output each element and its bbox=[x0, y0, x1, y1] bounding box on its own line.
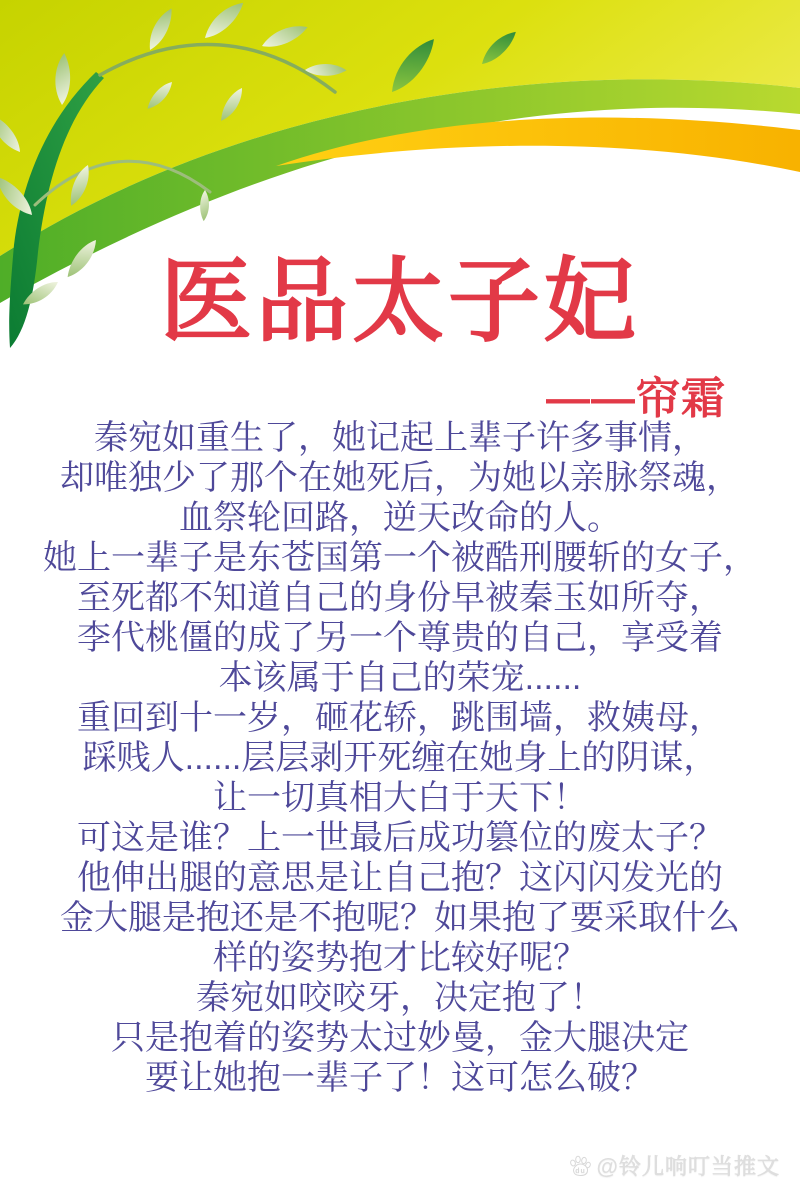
synopsis-line: 李代桃僵的成了另一个尊贵的自己，享受着 bbox=[77, 619, 723, 657]
author-credit: ——帘霜 bbox=[546, 374, 726, 423]
svg-text:du: du bbox=[574, 1167, 586, 1175]
synopsis bbox=[0, 418, 800, 1098]
synopsis-line: 秦宛如重生了，她记起上辈子许多事情， bbox=[94, 419, 706, 457]
synopsis-line: 只是抱着的姿势太过妙曼，金大腿决定 bbox=[111, 1019, 689, 1057]
synopsis-line: 样的姿势抱才比较好呢？ bbox=[213, 939, 587, 977]
watermark-handle: @铃儿响叮当推文 bbox=[596, 1154, 780, 1179]
baidu-paw-icon bbox=[568, 1154, 592, 1178]
synopsis-line: 要让她抱一辈子了！这可怎么破？ bbox=[145, 1059, 655, 1097]
novel-title: 医品太子妃 bbox=[159, 251, 640, 353]
synopsis-line: 本该属于自己的荣宠...... bbox=[218, 659, 582, 697]
synopsis-line: 她上一辈子是东苍国第一个被酷刑腰斩的女子， bbox=[43, 539, 757, 577]
synopsis-line: 血祭轮回路，逆天改命的人。 bbox=[179, 499, 621, 537]
synopsis-line: 踩贱人......层层剥开死缠在她身上的阴谋， bbox=[82, 739, 718, 777]
watermark bbox=[568, 1150, 780, 1181]
synopsis-line: 金大腿是抱还是不抱呢？如果抱了要采取什么 bbox=[60, 899, 740, 937]
synopsis-line: 至死都不知道自己的身份早被秦玉如所夺， bbox=[77, 579, 723, 617]
synopsis-line: 让一切真相大白于天下！ bbox=[213, 779, 587, 817]
synopsis-line: 却唯独少了那个在她死后，为她以亲脉祭魂， bbox=[60, 459, 740, 497]
synopsis-line: 他伸出腿的意思是让自己抱？这闪闪发光的 bbox=[77, 859, 723, 897]
synopsis-line: 重回到十一岁，砸花轿，跳围墙，救姨母， bbox=[77, 699, 723, 737]
synopsis-line: 秦宛如咬咬牙，决定抱了！ bbox=[196, 979, 604, 1017]
synopsis-line: 可这是谁？上一世最后成功篡位的废太子？ bbox=[77, 819, 723, 857]
